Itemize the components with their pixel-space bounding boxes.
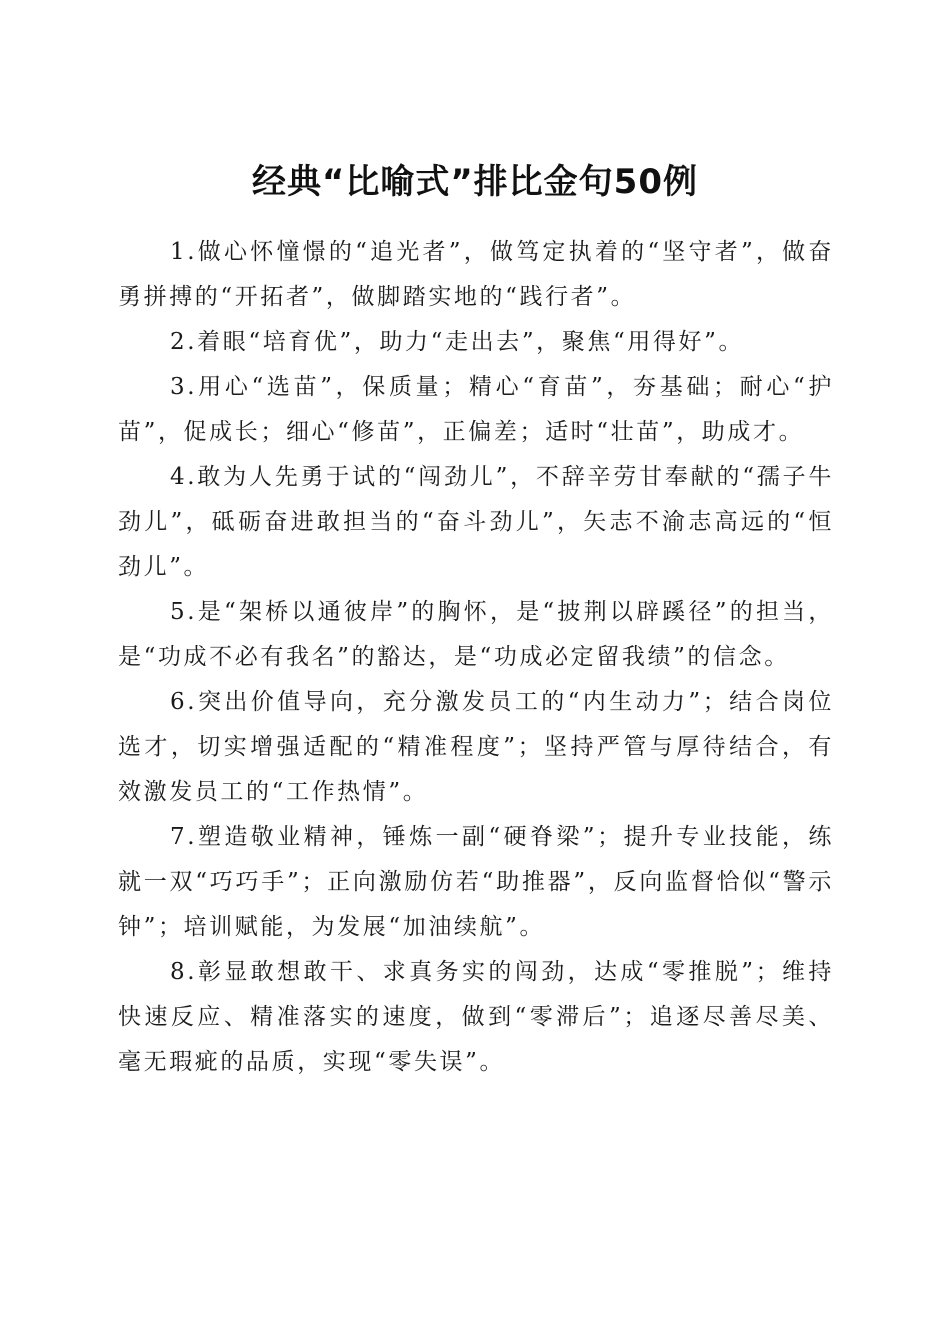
paragraph-1: 1.做心怀憧憬的“追光者”，做笃定执着的“坚守者”，做奋勇拼搏的“开拓者”，做脚踏实地的“践行者”。 xyxy=(118,239,834,310)
paragraph-5: 5.是“架桥以通彼岸”的胸怀，是“披荆以辟蹊径”的担当，是“功成不必有我名”的豁达，是“功成必定留我绩”的信念。 xyxy=(118,599,834,670)
document-title: 经典“比喻式”排比金句50例 xyxy=(251,161,698,202)
paragraph-3: 3.用心“选苗”，保质量；精心“育苗”，夯基础；耐心“护苗”，促成长；细心“修苗”，正偏差；适时“壮苗”，助成才。 xyxy=(118,374,834,445)
paragraph-2: 2.着眼“培育优”，助力“走出去”，聚焦“用得好”。 xyxy=(170,329,745,355)
paragraph-4: 4.敢为人先勇于试的“闯劲儿”，不辞辛劳甘奉献的“孺子牛劲儿”，砥砺奋进敢担当的“奋斗劲儿”，矢志不渝志高远的“恒劲儿”。 xyxy=(118,464,834,580)
paragraph-6: 6.突出价值导向，充分激发员工的“内生动力”；结合岗位选才，切实增强适配的“精准程度”；坚持严管与厚待结合，有效激发员工的“工作热情”。 xyxy=(118,689,834,805)
paragraph-7: 7.塑造敬业精神，锤炼一副“硬脊梁”；提升专业技能，练就一双“巧巧手”；正向激励仿若“助推器”，反向监督恰似“警示钟”；培训赋能，为发展“加油续航”。 xyxy=(118,824,834,940)
document-body xyxy=(118,230,834,1085)
paragraph-8: 8.彰显敢想敢干、求真务实的闯劲，达成“零推脱”；维持快速反应、精准落实的速度，做到“零滞后”；追逐尽善尽美、毫无瑕疵的品质，实现“零失误”。 xyxy=(118,959,834,1075)
